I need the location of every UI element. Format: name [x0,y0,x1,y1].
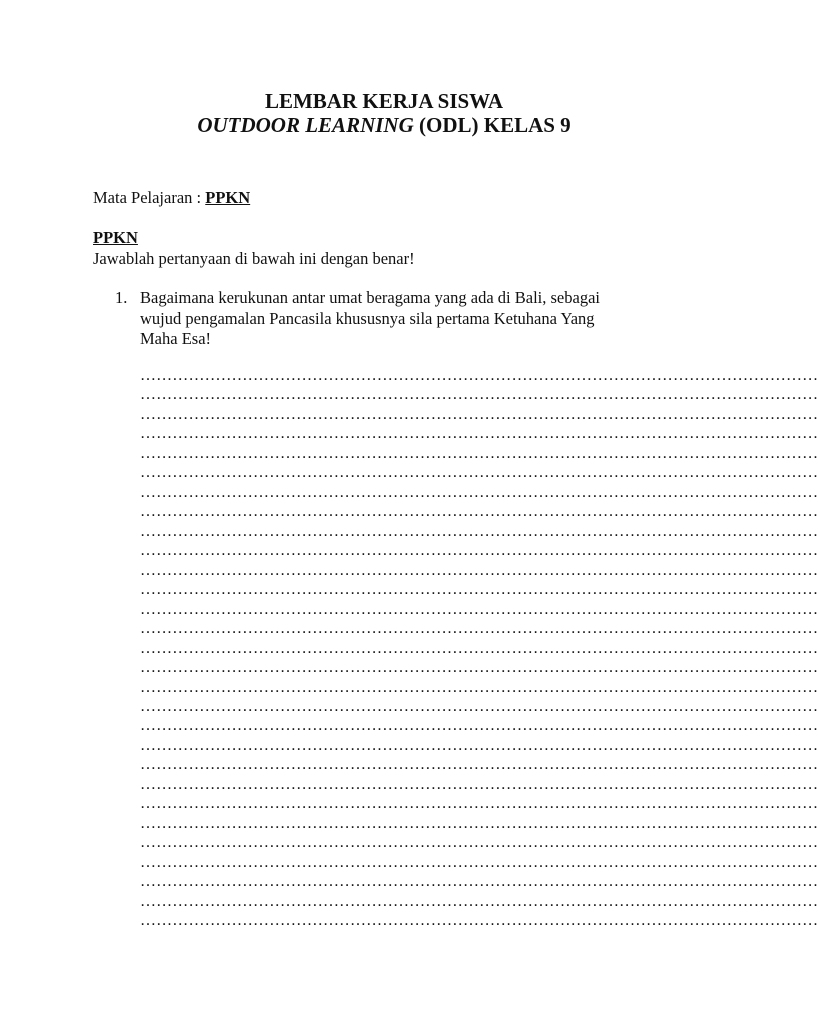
answer-line[interactable]: ……………………………………………………………………………………………………………… [140,736,818,754]
answer-line[interactable]: ……………………………………………………………………………………………………………… [140,386,818,404]
answer-line[interactable]: ……………………………………………………………………………………………………………… [140,717,818,735]
answer-line[interactable]: ……………………………………………………………………………………………………………… [140,561,818,579]
answer-line[interactable]: ……………………………………………………………………………………………………………… [140,659,818,677]
question-line: Maha Esa! [140,329,212,348]
answer-line[interactable]: ……………………………………………………………………………………………………………… [140,522,818,540]
answer-line[interactable]: ……………………………………………………………………………………………………………… [140,620,818,638]
answer-line[interactable]: ……………………………………………………………………………………………………………… [140,425,818,443]
instruction-text: Jawablah pertanyaan di bawah ini dengan benar! [93,249,415,268]
worksheet-title: LEMBAR KERJA SISWA [264,89,504,113]
answer-line[interactable]: ……………………………………………………………………………………………………………… [140,464,818,482]
answer-line[interactable]: ……………………………………………………………………………………………………………… [140,503,818,521]
question-line: Bagaimana kerukunan antar umat beragama yang ada di Bali, sebagai [140,288,600,307]
answer-line[interactable]: ……………………………………………………………………………………………………………… [140,775,818,793]
answer-line[interactable]: ……………………………………………………………………………………………………………… [140,444,818,462]
answer-line[interactable]: ……………………………………………………………………………………………………………… [140,795,818,813]
answer-line[interactable]: ……………………………………………………………………………………………………………… [140,834,818,852]
answer-line[interactable]: ……………………………………………………………………………………………………………… [140,483,818,501]
answer-line[interactable]: ……………………………………………………………………………………………………………… [140,756,818,774]
answer-line[interactable]: ……………………………………………………………………………………………………………… [140,697,818,715]
worksheet-subtitle [0,113,768,137]
answer-line[interactable]: ……………………………………………………………………………………………………………… [140,581,818,599]
answer-line[interactable]: ……………………………………………………………………………………………………………… [140,367,818,384]
answer-line[interactable]: ……………………………………………………………………………………………………………… [140,678,818,696]
answer-line[interactable]: ……………………………………………………………………………………………………………… [140,814,818,832]
answer-line[interactable]: ……………………………………………………………………………………………………………… [140,542,818,560]
answer-line[interactable]: ……………………………………………………………………………………………………………… [140,600,818,618]
subject-line [93,188,250,208]
answer-line[interactable]: ……………………………………………………………………………………………………………… [140,405,818,423]
question-text [140,288,680,350]
subtitle-rest-part: (ODL) KELAS 9 [413,113,571,137]
subtitle-italic-part: OUTDOOR LEARNING [197,113,414,137]
answer-line[interactable]: ……………………………………………………………………………………………………………… [140,873,818,891]
question-number: 1. [115,288,128,307]
question-line: wujud pengamalan Pancasila khususnya sila pertama Ketuhana Yang [140,308,595,328]
answer-line[interactable]: ……………………………………………………………………………………………………………… [140,853,818,871]
subject-label: Mata Pelajaran : [93,188,206,207]
answer-area[interactable] [140,366,818,931]
subject-value: PPKN [205,188,251,207]
answer-line[interactable]: ……………………………………………………………………………………………………………… [140,912,818,930]
section-heading: PPKN [93,228,138,247]
answer-line[interactable]: ……………………………………………………………………………………………………………… [140,639,818,657]
answer-line[interactable]: ……………………………………………………………………………………………………………… [140,892,818,910]
